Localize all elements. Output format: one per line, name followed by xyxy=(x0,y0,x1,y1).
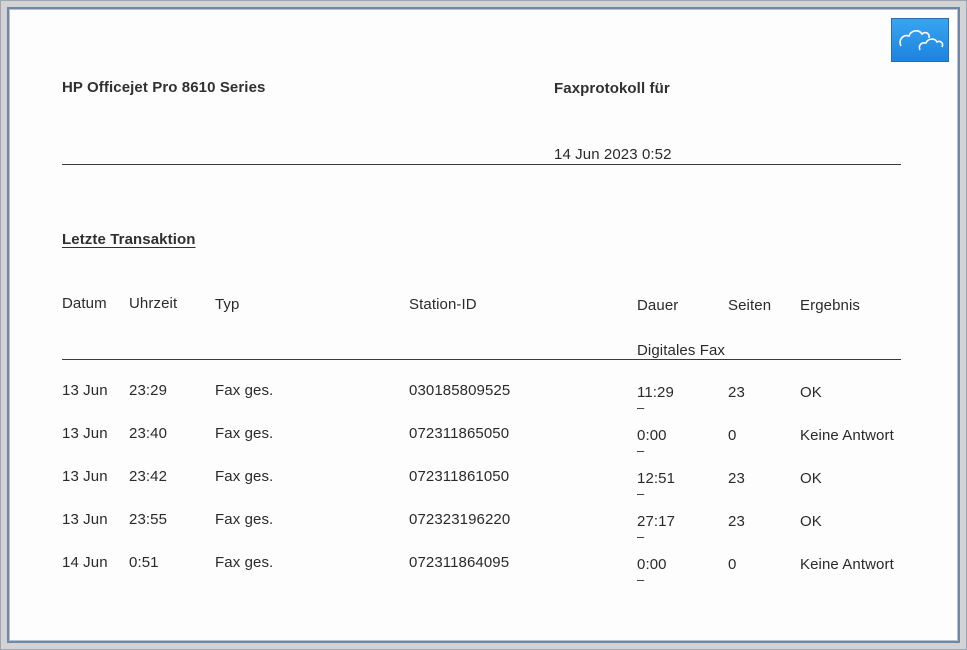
column-header-uhrzeit: Uhrzeit xyxy=(129,295,178,312)
column-header-datum: Datum xyxy=(62,295,107,312)
cell-station-id: 072311864095 xyxy=(409,554,510,571)
cloud-logo-icon xyxy=(891,18,949,62)
cell-datum: 13 Jun xyxy=(62,511,108,528)
cell-ergebnis: Keine Antwort xyxy=(800,427,894,444)
cell-datum: 13 Jun xyxy=(62,382,108,399)
cell-typ: Fax ges. xyxy=(215,382,274,399)
cell-dauer: 11:29 xyxy=(637,384,674,401)
cell-dauer: 27:17 xyxy=(637,513,676,530)
fax-report-page xyxy=(9,9,958,641)
cell-ergebnis: Keine Antwort xyxy=(800,556,894,573)
cell-uhrzeit: 23:29 xyxy=(129,382,168,399)
cell-dauer-dash: – xyxy=(637,443,645,458)
cell-datum: 13 Jun xyxy=(62,425,108,442)
cell-ergebnis: OK xyxy=(800,384,822,401)
cell-uhrzeit: 0:51 xyxy=(129,554,159,571)
cell-uhrzeit: 23:55 xyxy=(129,511,168,528)
cell-dauer-dash: – xyxy=(637,572,645,587)
cell-typ: Fax ges. xyxy=(215,468,274,485)
cell-station-id: 072311861050 xyxy=(409,468,510,485)
cell-seiten: 23 xyxy=(728,470,745,487)
cell-typ: Fax ges. xyxy=(215,511,274,528)
cell-uhrzeit: 23:42 xyxy=(129,468,168,485)
table-row xyxy=(9,511,958,554)
report-title: Faxprotokoll für xyxy=(554,80,670,97)
cell-datum: 14 Jun xyxy=(62,554,108,571)
printer-model: HP Officejet Pro 8610 Series xyxy=(62,79,266,96)
table-header-divider xyxy=(62,359,901,360)
column-header-typ: Typ xyxy=(215,296,240,313)
cell-seiten: 0 xyxy=(728,556,737,573)
table-row xyxy=(9,554,958,597)
column-header-ergebnis: Ergebnis xyxy=(800,297,861,314)
column-header-dauer: Dauer xyxy=(637,297,679,314)
table-row xyxy=(9,425,958,468)
cell-station-id: 030185809525 xyxy=(409,382,511,399)
cell-dauer-dash: – xyxy=(637,529,645,544)
cell-seiten: 23 xyxy=(728,384,745,401)
cell-ergebnis: OK xyxy=(800,513,822,530)
table-row xyxy=(9,468,958,511)
cell-dauer-dash: – xyxy=(637,400,645,415)
table-row xyxy=(9,382,958,425)
cell-station-id: 072323196220 xyxy=(409,511,511,528)
column-header-seiten: Seiten xyxy=(728,297,772,314)
table-subheader: Digitales Fax xyxy=(637,342,725,359)
cell-dauer: 12:51 xyxy=(637,470,676,487)
cell-seiten: 0 xyxy=(728,427,737,444)
column-header-station-id: Station-ID xyxy=(409,296,477,313)
cell-dauer-dash: – xyxy=(637,486,645,501)
cell-station-id: 072311865050 xyxy=(409,425,510,442)
report-datetime: 14 Jun 2023 0:52 xyxy=(554,146,672,163)
cell-datum: 13 Jun xyxy=(62,468,108,485)
cell-dauer: 0:00 xyxy=(637,427,667,444)
cell-seiten: 23 xyxy=(728,513,745,530)
cell-typ: Fax ges. xyxy=(215,554,274,571)
cell-typ: Fax ges. xyxy=(215,425,274,442)
cell-ergebnis: OK xyxy=(800,470,822,487)
section-title: Letzte Transaktion xyxy=(62,231,196,248)
header-divider xyxy=(62,164,901,165)
cell-dauer: 0:00 xyxy=(637,556,667,573)
cell-uhrzeit: 23:40 xyxy=(129,425,168,442)
